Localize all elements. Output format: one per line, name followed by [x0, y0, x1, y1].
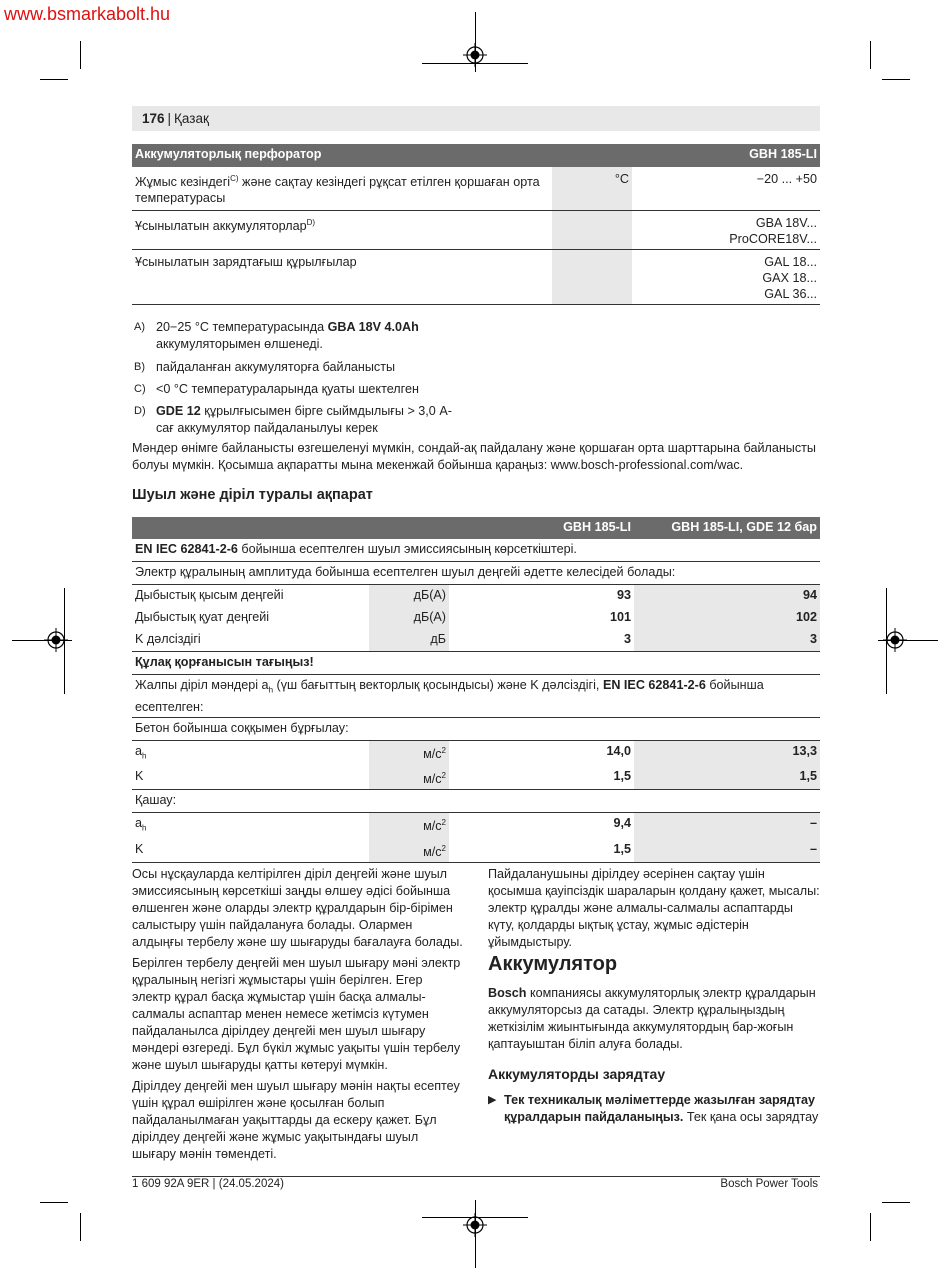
spec-table-header	[132, 144, 820, 167]
footnote-text: <0 °C температураларында қуаты шектелген	[156, 382, 419, 396]
row-label: Дыбыстық қуат деңгейі	[135, 610, 270, 624]
page-header	[132, 106, 820, 131]
row-value: 102	[634, 607, 820, 629]
chisel-label: Қашау:	[132, 790, 820, 813]
row-value: GBA 18V...	[755, 216, 817, 231]
paragraph: Берілген тербелу деңгейі мен шуыл шығару мәні электр құралының негізгі жұмыстары үшін берілген. Егер электр құрал басқа жұмыстар үшін басқа алмалы-салмалы аспаптар менен немесе жетімсіз күтумен пайдаланылса дірілдеу деңгейі мен шуыл шығару мәндері өзгереді. Бұл бүкіл жұмыс уақыты үшін тербелу және шуыл шығаруды қатты көтеруі мүмкін.	[132, 956, 461, 1072]
table-row	[132, 539, 820, 562]
page-language: Қазақ	[174, 111, 209, 126]
paragraph: Осы нұсқауларда келтірілген діріл деңгейі және шуыл эмиссиясының көрсеткіші заңды өлшеу әдісі бойынша өлшенген және оларды электр құралдарын бір-бірімен салыстыру үшін пайдалануға болады. Олармен алдыңғы тербелу және шу шығаруды бағалауға болады.	[132, 867, 463, 949]
row-value: 14,0	[606, 743, 631, 758]
row-value: 1,5	[449, 839, 634, 863]
row-unit	[552, 211, 632, 250]
table-row	[132, 790, 820, 813]
column-header: GBH 185-LI	[449, 517, 634, 539]
table-row	[132, 585, 820, 608]
charging-heading: Аккумуляторды зарядтау	[488, 1066, 666, 1082]
row-label: Ұсынылатын аккумуляторлар	[135, 219, 307, 234]
bullet-icon: ▶	[488, 1094, 497, 1106]
table-row	[132, 211, 820, 250]
row-value: GAX 18...	[762, 271, 817, 286]
table-row	[132, 717, 820, 740]
footnote-text: 20−25 °C температурасында GBA 18V 4.0Ah аккумуляторымен өлшенеді.	[156, 320, 419, 351]
concrete-label: Бетон бойынша соққымен бұрғылау:	[132, 717, 820, 740]
row-value: 94	[634, 585, 820, 608]
footer-brand: Bosch Power Tools	[720, 1178, 818, 1190]
ear-protection-note: Құлақ қорғанысын тағыңыз!	[132, 652, 820, 675]
row-value: 3	[449, 629, 634, 652]
footnote-text: пайдаланған аккумуляторға байланысты	[156, 360, 396, 374]
table-row	[132, 167, 820, 211]
section-heading: Шуыл және діріл туралы ақпарат	[132, 487, 373, 503]
spec-table	[132, 144, 820, 305]
registration-mark-icon	[463, 1213, 487, 1237]
row-footnote-ref: C)	[230, 174, 239, 183]
registration-mark-icon	[463, 43, 487, 67]
table-row	[132, 250, 820, 305]
standard-text: бойынша есептелген шуыл эмиссиясының көрсеткіштері.	[237, 542, 577, 556]
registration-mark-icon	[883, 628, 907, 652]
left-column	[132, 866, 464, 1167]
header-separator: |	[167, 111, 172, 126]
row-value: 9,4	[613, 816, 631, 831]
footer-divider	[132, 1176, 820, 1177]
level-text: Электр құралының амплитуда бойынша есептелген шуыл деңгейі әдетте келесідей болады:	[132, 562, 820, 585]
row-unit: дБ	[369, 629, 449, 652]
row-value: 13,3	[634, 740, 820, 766]
spec-title: Аккумуляторлық перфоратор	[132, 144, 632, 167]
footnote-label: C)	[134, 383, 146, 395]
row-unit: °C	[552, 167, 632, 211]
standard-ref: EN IEC 62841-2-6	[135, 542, 238, 556]
noise-table-header	[132, 517, 820, 539]
values-note: Мәндер өнімге байланысты өзгешеленуі мүмкін, сондай-ақ пайдалану және қоршаған орта шарттарына байланысты болуы мүмкін. Қосымша ақпаратты мына мекенжай бойынша қараңыз: www.bosch-professional.com/wac.	[132, 441, 816, 472]
row-unit: дБ(A)	[369, 585, 449, 608]
row-value: 1,5	[634, 766, 820, 790]
page-number: 176	[142, 111, 165, 126]
row-value: 93	[616, 588, 631, 602]
row-label: Ұсынылатын зарядтағыш құрылғылар	[135, 255, 357, 270]
battery-heading: Аккумулятор	[488, 953, 618, 975]
table-row	[132, 562, 820, 585]
table-row: $a_h$ $м/с^2$ 9,4 –	[132, 813, 820, 839]
row-value: GAL 18...	[764, 255, 817, 270]
table-row: $a_h$ $м/с^2$ 14,0 13,3	[132, 740, 820, 766]
row-value: GAL 36...	[764, 287, 817, 302]
footnote-text: GDE 12 құрылғысымен бірге сыймдылығы > 3,0 А-сағ аккумулятор пайдаланылуы керек	[156, 404, 452, 435]
paragraph: Дірілдеу деңгейі мен шуыл шығару мәнін нақты есептеу үшін құрал өшірілген және қосылған болып пайдаланылмаған уақыттарды да ескеру қажет. Бұл дірілдеу деңгейі және жұмыс уақытындағы шуыл шығару мәнін төмендеті.	[132, 1079, 460, 1161]
row-label-rest: және сақтау кезіндегі рұқсат етілген қоршаған орта температурасы	[135, 175, 540, 206]
row-value: 101	[609, 610, 631, 624]
charging-instruction: Тек техникалық мәліметтерде жазылған зарядтау құралдарын пайдаланыңыз. Тек қана осы зарядтау	[504, 1093, 819, 1124]
row-value: 3	[634, 629, 820, 652]
row-value: –	[634, 813, 820, 839]
row-value: 1,5	[449, 766, 634, 790]
row-value: ProCORE18V...	[729, 232, 817, 247]
row-label: Жұмыс кезіндегі	[135, 175, 231, 190]
row-value: –	[634, 839, 820, 863]
spec-model: GBH 185-LI	[632, 144, 820, 167]
footnote-label: A)	[134, 321, 145, 333]
table-row: Жалпы діріл мәндері $a_h$ (үш бағыттың векторлық қосындысы) және K дәлсіздігі, EN IEC 62841-2-6 бойынша есептелген:	[132, 675, 820, 718]
footer-doc-id: 1 609 92A 9ER | (24.05.2024)	[132, 1178, 284, 1190]
table-row: K $м/с^2$ 1,5 1,5	[132, 766, 820, 790]
row-unit: дБ(A)	[369, 607, 449, 629]
column-header: GBH 185-LI, GDE 12 бар	[634, 517, 820, 539]
row-label: K дәлсіздігі	[132, 629, 369, 652]
site-url[interactable]: www.bsmarkabolt.hu	[4, 4, 171, 24]
battery-paragraph: Bosch компаниясы аккумуляторлық электр құралдарын аккумуляторсыз да сатады. Электр құралыңыздың жеткізілім жиынтығында аккумулятордың бар-жоғын қаптауыштан біліп алуға болады.	[488, 986, 816, 1051]
right-column-intro: Пайдаланушыны дірілдеу әсерінен сақтау үшін қосымша қауіпсіздік шараларын қолдану қажет, мысалы: электр құралды және алмалы-салмалы аспаптарды күту, қолдарды ықтық ұстау, жұмыс әдістерін ұйымдыстыру.	[488, 867, 820, 949]
row-footnote-ref: D)	[306, 218, 316, 228]
table-row: K $м/с^2$ 1,5 –	[132, 839, 820, 863]
table-row	[132, 607, 820, 629]
row-unit	[552, 250, 632, 305]
row-value: −20 ... +50	[632, 167, 820, 211]
row-label: Дыбыстық қысым деңгейі	[135, 588, 284, 602]
footnote-label: B)	[134, 361, 145, 373]
registration-mark-icon	[44, 628, 68, 652]
table-row	[132, 629, 820, 652]
table-row	[132, 652, 820, 675]
footnote-label: D)	[134, 405, 146, 417]
noise-vibration-table	[132, 517, 820, 863]
